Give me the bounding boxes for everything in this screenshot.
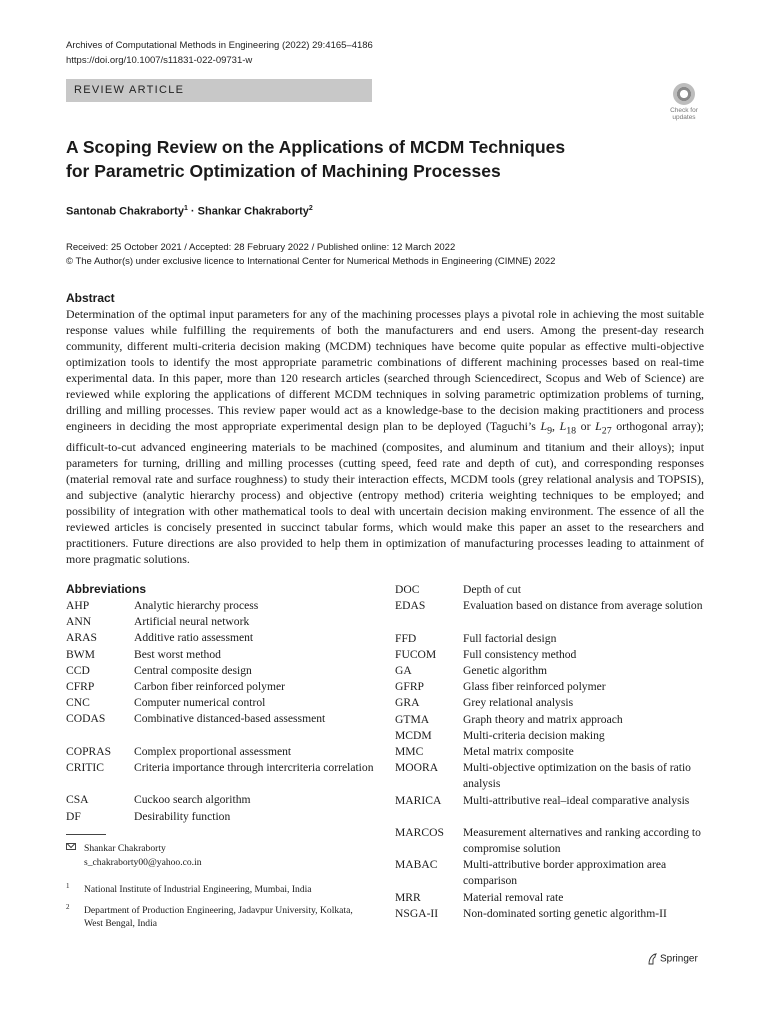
copyright-line: © The Author(s) under exclusive licence to International Center for Numerical Methods in Engineering (CIMNE) 2022 <box>66 256 556 267</box>
author-affil-mark: 2 <box>308 205 313 212</box>
abbreviation-term: CNC <box>66 696 90 710</box>
abbreviation-definition: Computer numerical control <box>134 696 266 710</box>
check-for-updates-badge[interactable] <box>664 83 704 123</box>
affiliation-number: 1 <box>66 882 70 890</box>
abbreviation-definition: Multi-criteria decision making <box>463 728 605 742</box>
abbreviation-definition: Additive ratio assessment <box>134 631 254 645</box>
abbreviation-term: COPRAS <box>66 744 112 758</box>
abbreviation-term: DOC <box>395 583 420 596</box>
check-updates-label: Check for updates <box>670 107 698 121</box>
abbreviation-term: MOORA <box>395 761 439 775</box>
abbreviation-term: NSGA-II <box>395 907 439 920</box>
abbreviation-term: MARICA <box>395 793 442 807</box>
abbreviation-definition: Graph theory and matrix approach <box>463 712 623 726</box>
abbreviation-definition: Analytic hierarchy process <box>134 599 259 612</box>
abbreviation-definition: Full factorial design <box>463 631 557 645</box>
publication-dates: Received: 25 October 2021 / Accepted: 28 February 2022 / Published online: 12 March 2022 <box>66 242 456 253</box>
title-line: A Scoping Review on the Applications of MCDM Techniques <box>66 137 566 157</box>
abbreviation-definition: Best worst method <box>134 647 221 661</box>
abbreviation-term: GTMA <box>395 712 430 726</box>
abbreviation-term: MABAC <box>395 858 438 872</box>
article-type-banner: REVIEW ARTICLE <box>66 79 372 102</box>
author-name[interactable]: Santonab Chakraborty <box>66 205 184 218</box>
publisher-name: Springer <box>660 953 698 965</box>
title-line: for Parametric Optimization of Machining Processes <box>66 161 501 181</box>
author-separator: · <box>187 205 198 218</box>
abbreviation-definition: Material removal rate <box>463 890 564 904</box>
abbreviation-term: GRA <box>395 696 420 710</box>
abbreviation-term: GFRP <box>395 680 425 694</box>
abbreviation-definition: Multi-attributive border approximation area comparison <box>463 858 667 888</box>
abbreviation-term: ANN <box>66 615 92 629</box>
abbreviation-term: AHP <box>66 599 90 612</box>
abstract-heading: Abstract <box>66 291 115 305</box>
author-affil-mark: 1 <box>183 205 188 212</box>
abbreviation-definition: Combinative distanced-based assessment <box>134 712 326 726</box>
springer-horse-icon <box>647 953 657 965</box>
envelope-icon <box>66 843 76 850</box>
article-history <box>66 241 555 269</box>
abstract-body: Determination of the optimal input parameters for any of the machining processes plays a pivotal role in achieving the most suitable response values while fulfilling the requirements of both the manufacturers and end users. Among the present-day research community, different multi-criteria decision making (MCDM) techniques have become quite popular as effective multi-objective optimization tools to identify the most appropriate parametric combinations of different machining processes based on real-time experimental data. In this paper, more than 120 research articles (searched through Sciencedirect, Scopus and Web of Science) are reviewed while exploring the applications of different MCDM techniques in solving parametric optimization problems of turning, drilling and milling processes. This review paper would act as a knowledge-base to the decision making practitioners and process engineers in deciding the most appropriate experimental design plan to be deployed (Taguchi’s $L_9$, $L_{18}$ or $L_{27}$ orthogonal array); difficult-to-cut advanced engineering materials to be machined (composites, and aluminum and titanium and their alloys); input parameters for turning, drilling and milling processes (cutting speed, feed rate and depth of cut), and corresponding responses (material removal rate and surface roughness) to study their interaction effects, MCDM tools (grey relational analysis and TOPSIS), and subjective (analytic hierarchy process) and objective (entropy method) criteria weighting techniques to be employed; and possibility of integration with other mathematical tools to deal with uncertain decision making environment. The essence of all the reviewed articles is concisely presented in succinct tabular forms, which would make this paper an asset to the researchers and practitioners. Future directions are also provided to help them in optimization of manufacturing processes leading to attainment of more pragmatic solutions. <box>66 307 704 567</box>
journal-citation: Archives of Computational Methods in Engineering (2022) 29:4165–4186 <box>66 40 373 51</box>
abbreviation-term: ARAS <box>66 631 97 645</box>
abbreviation-definition: Grey relational analysis <box>463 696 574 710</box>
author-name[interactable]: Shankar Chakraborty <box>197 205 309 218</box>
article-title <box>66 135 626 183</box>
check-updates-icon <box>673 83 695 105</box>
abbreviation-term: CRITIC <box>66 761 105 774</box>
abbreviation-definition: Carbon fiber reinforced polymer <box>134 680 285 693</box>
author-list <box>66 205 313 218</box>
abbreviation-definition: Artificial neural network <box>134 615 250 629</box>
abbreviation-definition: Cuckoo search algorithm <box>134 793 251 807</box>
abbreviation-term: MMC <box>395 745 424 758</box>
abbreviation-definition: Genetic algorithm <box>463 664 548 677</box>
affiliation-text: Department of Production Engineering, Jadavpur University, Kolkata, West Bengal, India <box>84 905 353 929</box>
abbreviation-term: MARCOS <box>395 826 444 839</box>
publisher-logo <box>647 953 698 965</box>
abbreviation-definition: Metal matrix composite <box>463 745 574 758</box>
abbreviation-definition: Central composite design <box>134 663 252 677</box>
abbreviations-heading: Abbreviations <box>66 582 147 596</box>
abbreviation-definition: Non-dominated sorting genetic algorithm-II <box>463 907 667 920</box>
abbreviation-definition: Desirability function <box>134 809 231 823</box>
abbreviation-term: CCD <box>66 663 90 677</box>
abbreviation-term: DF <box>66 809 81 823</box>
abbreviation-term: FUCOM <box>395 647 437 661</box>
abbreviation-term: CODAS <box>66 712 106 726</box>
abbreviation-term: CSA <box>66 793 89 807</box>
abbreviation-definition: Glass fiber reinforced polymer <box>463 680 606 694</box>
abbreviation-definition: Complex proportional assessment <box>134 744 292 758</box>
affiliation-text: National Institute of Industrial Engineering, Mumbai, India <box>84 884 312 895</box>
abbreviation-definition: Depth of cut <box>463 583 521 596</box>
abbreviation-definition: Multi-objective optimization on the basis of ratio analysis <box>463 761 691 791</box>
footnote-divider <box>66 834 106 835</box>
abbreviation-definition: Multi-attributive real–ideal comparative analysis <box>463 793 690 807</box>
abbreviation-term: MCDM <box>395 728 432 742</box>
abbreviation-term: MRR <box>395 890 421 904</box>
abbreviation-definition: Criteria importance through intercriteria correlation <box>134 761 374 774</box>
abbreviation-definition: Full consistency method <box>463 647 577 661</box>
abbreviation-term: CFRP <box>66 680 95 693</box>
abbreviation-term: BWM <box>66 647 95 661</box>
abbreviation-term: EDAS <box>395 599 426 613</box>
corresponding-author-name: Shankar Chakraborty <box>84 843 166 854</box>
abbreviation-term: GA <box>395 664 412 677</box>
abbreviation-definition: Measurement alternatives and ranking according to compromise solution <box>463 826 701 855</box>
abbreviation-term: FFD <box>395 631 417 645</box>
doi-link[interactable]: https://doi.org/10.1007/s11831-022-09731-w <box>66 55 253 66</box>
abbreviation-definition: Evaluation based on distance from average solution <box>463 599 703 613</box>
affiliation-number: 2 <box>66 903 70 911</box>
corresponding-author-email[interactable]: s_chakraborty00@yahoo.co.in <box>84 857 202 868</box>
